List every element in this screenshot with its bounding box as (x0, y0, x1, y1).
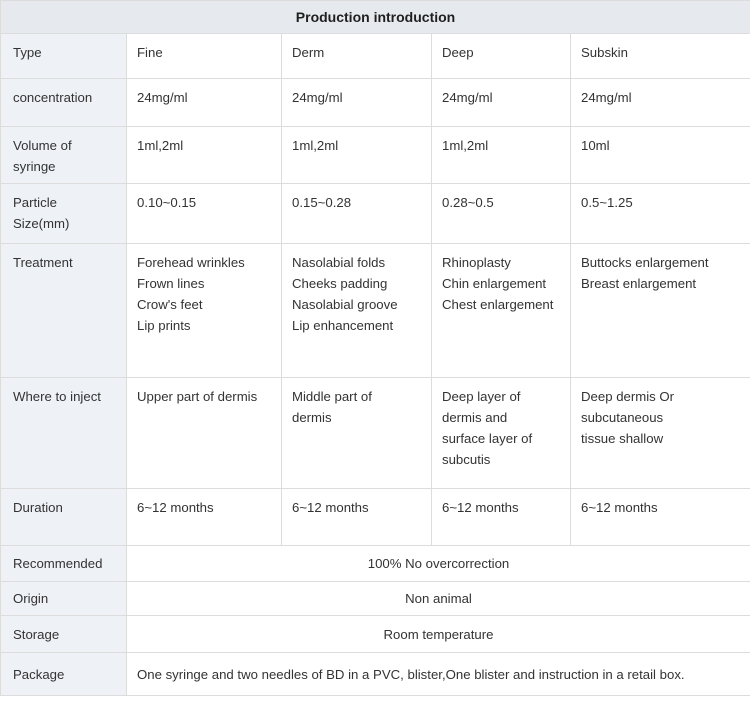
particle-deep: 0.28~0.5 (432, 184, 571, 244)
volume-fine: 1ml,2ml (127, 127, 282, 184)
particle-subskin: 0.5~1.25 (571, 184, 750, 244)
inject-deep: Deep layer of dermis and surface layer of subcutis (432, 378, 571, 489)
row-label-recommended: Recommended (1, 546, 127, 582)
volume-row (1, 127, 750, 184)
treatment-row (1, 244, 750, 378)
concentration-subskin: 24mg/ml (571, 79, 750, 127)
treatment-derm: Nasolabial folds Cheeks padding Nasolabial groove Lip enhancement (282, 244, 432, 378)
origin-row (1, 582, 750, 616)
inject-fine: Upper part of dermis (127, 378, 282, 489)
concentration-deep: 24mg/ml (432, 79, 571, 127)
particle-derm: 0.15~0.28 (282, 184, 432, 244)
concentration-fine: 24mg/ml (127, 79, 282, 127)
duration-fine: 6~12 months (127, 489, 282, 546)
concentration-derm: 24mg/ml (282, 79, 432, 127)
row-label-type: Type (1, 34, 127, 79)
duration-derm: 6~12 months (282, 489, 432, 546)
inject-subskin: Deep dermis Or subcutaneous tissue shallow (571, 378, 750, 489)
particle-row (1, 184, 750, 244)
type-deep: Deep (432, 34, 571, 79)
duration-deep: 6~12 months (432, 489, 571, 546)
inject-row (1, 378, 750, 489)
row-label-concentration: concentration (1, 79, 127, 127)
row-label-volume: Volume of syringe (1, 127, 127, 184)
table-title: Production introduction (1, 1, 750, 34)
recommended-value: 100% No overcorrection (127, 546, 750, 582)
treatment-deep: Rhinoplasty Chin enlargement Chest enlargement (432, 244, 571, 378)
row-label-origin: Origin (1, 582, 127, 616)
row-label-storage: Storage (1, 616, 127, 653)
duration-row (1, 489, 750, 546)
type-subskin: Subskin (571, 34, 750, 79)
volume-deep: 1ml,2ml (432, 127, 571, 184)
storage-row (1, 616, 750, 653)
row-label-inject: Where to inject (1, 378, 127, 489)
type-fine: Fine (127, 34, 282, 79)
package-value: One syringe and two needles of BD in a PVC, blister,One blister and instruction in a retail box. (127, 653, 750, 696)
row-label-duration: Duration (1, 489, 127, 546)
row-label-package: Package (1, 653, 127, 696)
title-row (1, 1, 750, 34)
volume-derm: 1ml,2ml (282, 127, 432, 184)
inject-derm: Middle part of dermis (282, 378, 432, 489)
volume-subskin: 10ml (571, 127, 750, 184)
treatment-fine: Forehead wrinkles Frown lines Crow's feet Lip prints (127, 244, 282, 378)
origin-value: Non animal (127, 582, 750, 616)
concentration-row (1, 79, 750, 127)
treatment-subskin: Buttocks enlargement Breast enlargement (571, 244, 750, 378)
package-row (1, 653, 750, 696)
row-label-particle: Particle Size(mm) (1, 184, 127, 244)
type-row (1, 34, 750, 79)
row-label-treatment: Treatment (1, 244, 127, 378)
recommended-row (1, 546, 750, 582)
particle-fine: 0.10~0.15 (127, 184, 282, 244)
duration-subskin: 6~12 months (571, 489, 750, 546)
storage-value: Room temperature (127, 616, 750, 653)
type-derm: Derm (282, 34, 432, 79)
